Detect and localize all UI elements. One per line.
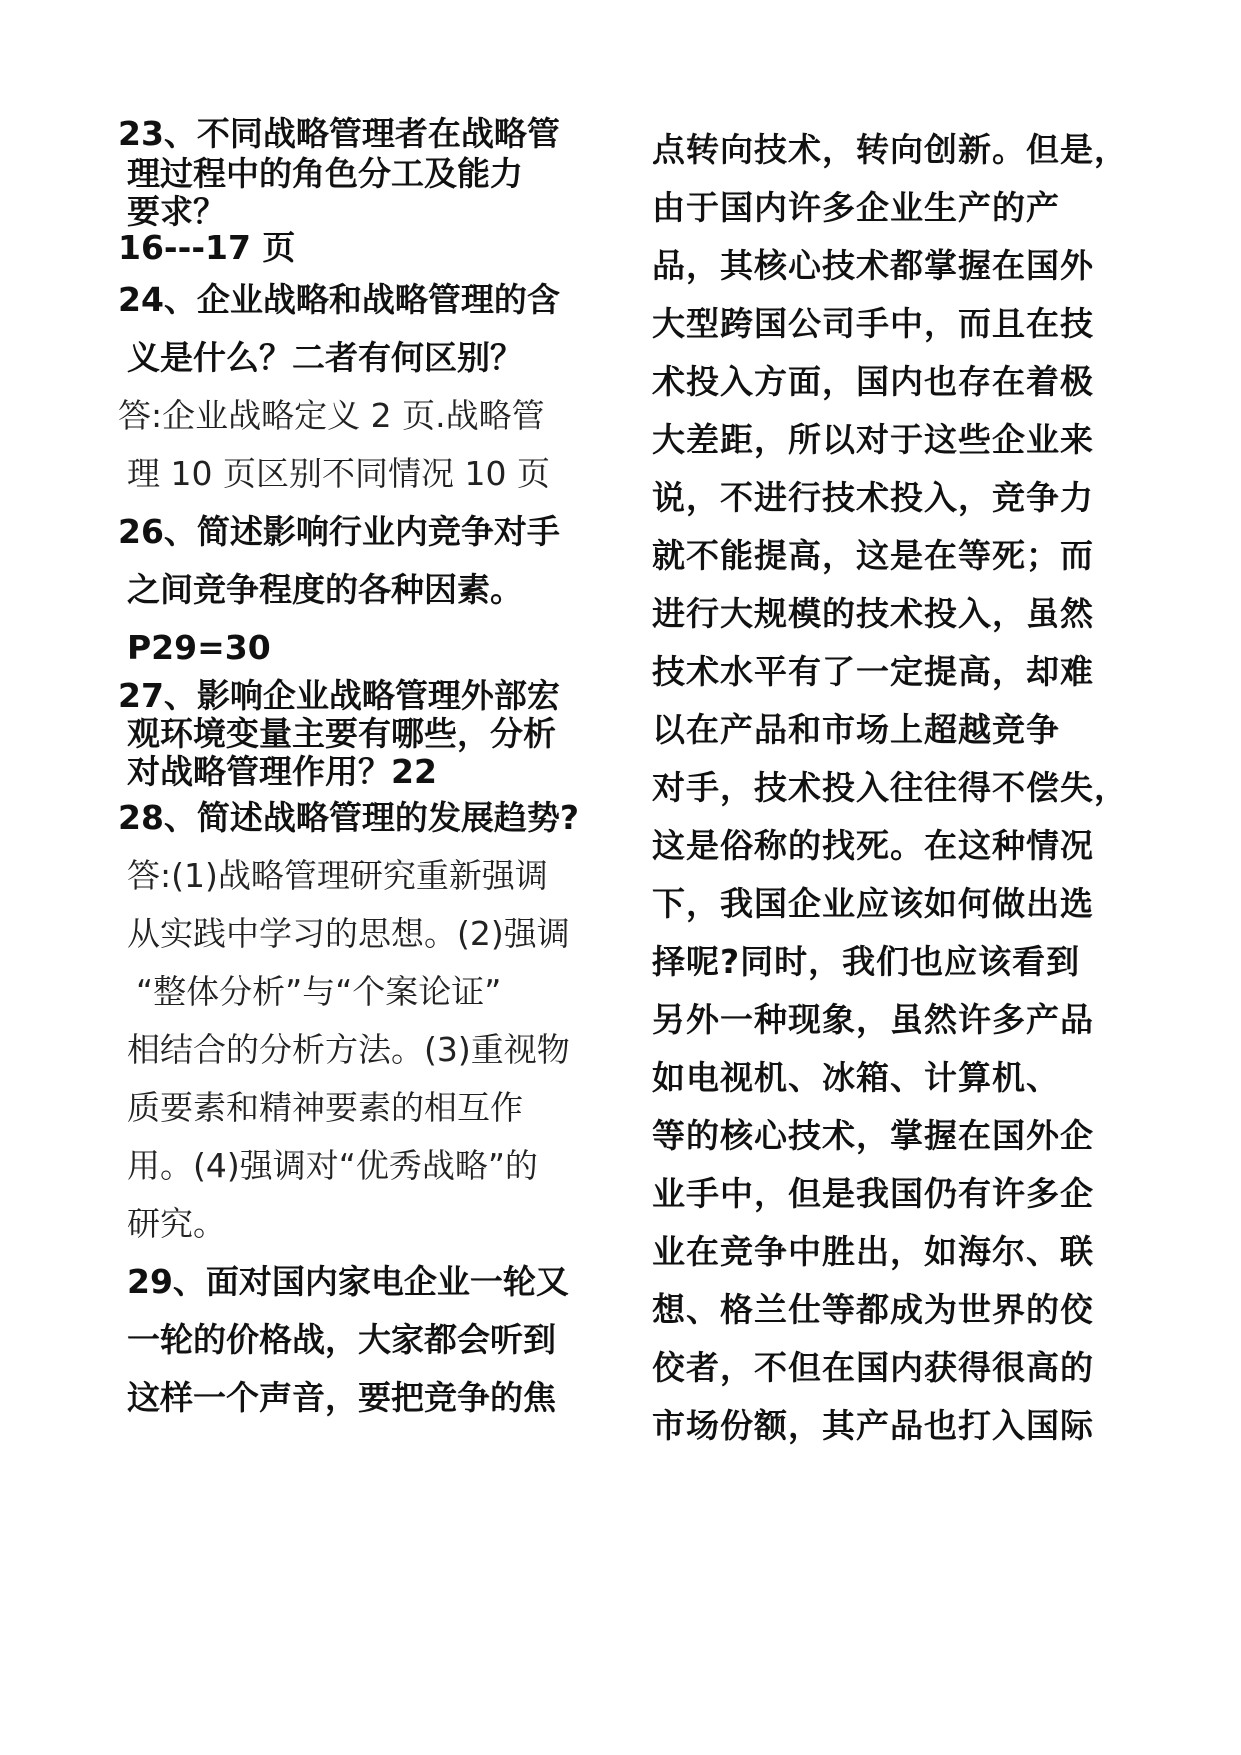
right-line: 下，我国企业应该如何做出选 (652, 884, 1094, 923)
q24-title-line-2: 义是什么？二者有何区别？ (127, 338, 523, 377)
q23-title-line-2: 理过程中的角色分工及能力 (127, 154, 523, 193)
q27-title-line-1: 27、影响企业战略管理外部宏 (118, 676, 560, 715)
right-line: 这是俗称的找死。在这种情况 (652, 826, 1094, 865)
q23-title-line-1: 23、不同战略管理者在战略管 (118, 114, 560, 153)
right-line: 以在产品和市场上超越竞争 (652, 710, 1060, 749)
right-line: 技术水平有了一定提高，却难 (652, 652, 1094, 691)
right-line: 另外一种现象，虽然许多产品 (652, 1000, 1094, 1039)
q28-answer-line-1: 答:(1)战略管理研究重新强调 (127, 856, 548, 895)
q23-page-ref: 16---17 页 (118, 228, 296, 267)
q29-title-line-1: 29、面对国内家电企业一轮又 (127, 1262, 569, 1301)
q28-answer-line-2: 从实践中学习的思想。(2)强调 (127, 914, 570, 953)
right-line: 由于国内许多企业生产的产 (652, 188, 1060, 227)
q29-title-line-2: 一轮的价格战，大家都会听到 (127, 1320, 556, 1359)
q28-answer-line-6: 用。(4)强调对“优秀战略”的 (127, 1146, 538, 1185)
right-line: 佼者，不但在国内获得很高的 (652, 1348, 1094, 1387)
q28-answer-line-3: “整体分析”与“个案论证” (136, 972, 502, 1011)
right-line: 市场份额，其产品也打入国际 (652, 1406, 1094, 1445)
q28-answer-line-5: 质要素和精神要素的相互作 (127, 1088, 523, 1127)
right-line: 说，不进行技术投入，竞争力 (652, 478, 1094, 517)
right-line: 点转向技术，转向创新。但是， (652, 130, 1128, 169)
right-line: 如电视机、冰箱、计算机、 (652, 1058, 1060, 1097)
q24-answer-line-2: 理 10 页区别不同情况 10 页 (127, 454, 550, 493)
right-line: 业在竞争中胜出，如海尔、联 (652, 1232, 1094, 1271)
right-line: 大型跨国公司手中，而且在技 (652, 304, 1094, 343)
q26-title-line-1: 26、简述影响行业内竞争对手 (118, 512, 560, 551)
q28-answer-line-4: 相结合的分析方法。(3)重视物 (127, 1030, 570, 1069)
q27-title-line-2: 观环境变量主要有哪些，分析 (127, 714, 556, 753)
q27-title-line-3: 对战略管理作用？22 (127, 752, 437, 791)
right-line: 等的核心技术，掌握在国外企 (652, 1116, 1094, 1155)
right-line: 择呢?同时，我们也应该看到 (652, 942, 1081, 981)
right-line: 业手中，但是我国仍有许多企 (652, 1174, 1094, 1213)
q24-title-line-1: 24、企业战略和战略管理的含 (118, 280, 560, 319)
right-line: 品，其核心技术都掌握在国外 (652, 246, 1094, 285)
right-line: 就不能提高，这是在等死；而 (652, 536, 1094, 575)
q29-title-line-3: 这样一个声音，要把竞争的焦 (127, 1378, 556, 1417)
right-line: 想、格兰仕等都成为世界的佼 (652, 1290, 1094, 1329)
q28-title: 28、简述战略管理的发展趋势? (118, 798, 580, 837)
right-line: 大差距，所以对于这些企业来 (652, 420, 1094, 459)
q24-answer-line-1: 答:企业战略定义 2 页.战略管 (118, 396, 545, 435)
right-line: 术投入方面，国内也存在着极 (652, 362, 1094, 401)
q23-title-line-3: 要求？ (127, 192, 226, 231)
right-line: 进行大规模的技术投入，虽然 (652, 594, 1094, 633)
q28-answer-line-7: 研究。 (127, 1204, 226, 1243)
q26-page-ref: P29=30 (127, 628, 271, 667)
q26-title-line-2: 之间竞争程度的各种因素。 (127, 570, 523, 609)
right-line: 对手，技术投入往往得不偿失， (652, 768, 1128, 807)
